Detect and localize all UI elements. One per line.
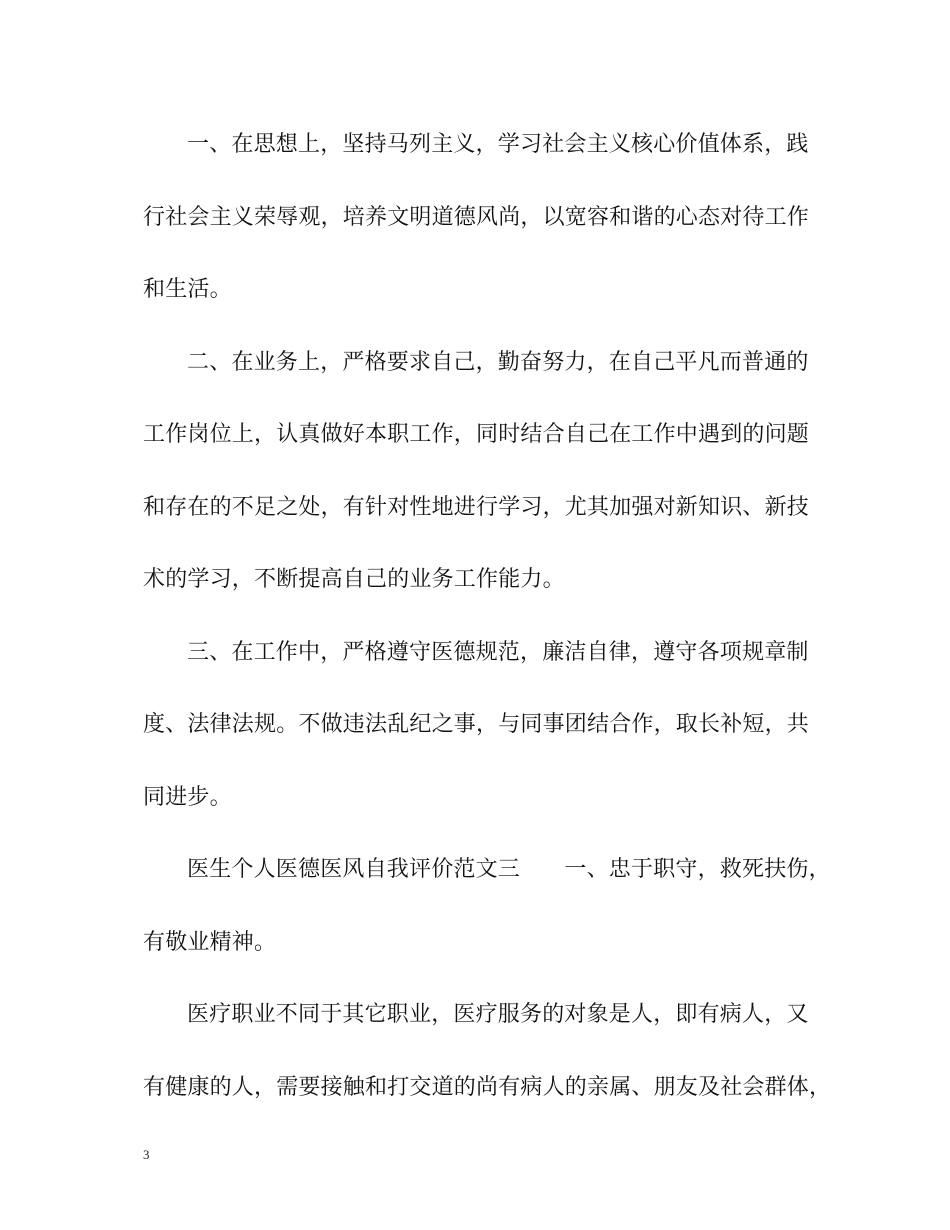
paragraph-3-line-1: 三、在工作中，严格遵守医德规范，廉洁自律，遵守各项规章制 [187,639,809,665]
document-body [143,120,832,1135]
paragraph-3-line-2: 度、法律法规。不做违法乱纪之事，与同事团结合作，取长补短，共 [143,712,810,737]
paragraph-4-line-2: 有健康的人，需要接触和打交道的尚有病人的亲属、朋友及社会群体， [143,1074,832,1100]
section-heading-continuation: 有敬业精神。 [143,929,277,955]
paragraph-1-line-3: 和生活。 [143,277,232,302]
paragraph-2-line-4: 术的学习，不断提高自己的业务工作能力。 [143,567,565,592]
section-heading-line: 医生个人医德医风自我评价范文三 一、忠于职守，救死扶伤， [187,857,831,882]
paragraph-2-line-1: 二、在业务上，严格要求自己，勤奋努力，在自己平凡而普通的 [187,349,809,375]
paragraph-3-line-3: 同进步。 [143,784,232,810]
paragraph-1-line-2: 行社会主义荣辱观，培养文明道德风尚，以宽容和谐的心态对待工作 [143,204,810,230]
paragraph-4-line-1: 医疗职业不同于其它职业，医疗服务的对象是人，即有病人，又 [187,1002,809,1027]
paragraph-2-line-2: 工作岗位上，认真做好本职工作，同时结合自己在工作中遇到的问题 [143,422,810,447]
paragraph-2-line-3: 和存在的不足之处，有针对性地进行学习，尤其加强对新知识、新技 [143,494,810,520]
paragraph-1-line-1: 一、在思想上，坚持马列主义，学习社会主义核心价值体系，践 [187,132,809,157]
page-number: 3 [143,1147,150,1162]
